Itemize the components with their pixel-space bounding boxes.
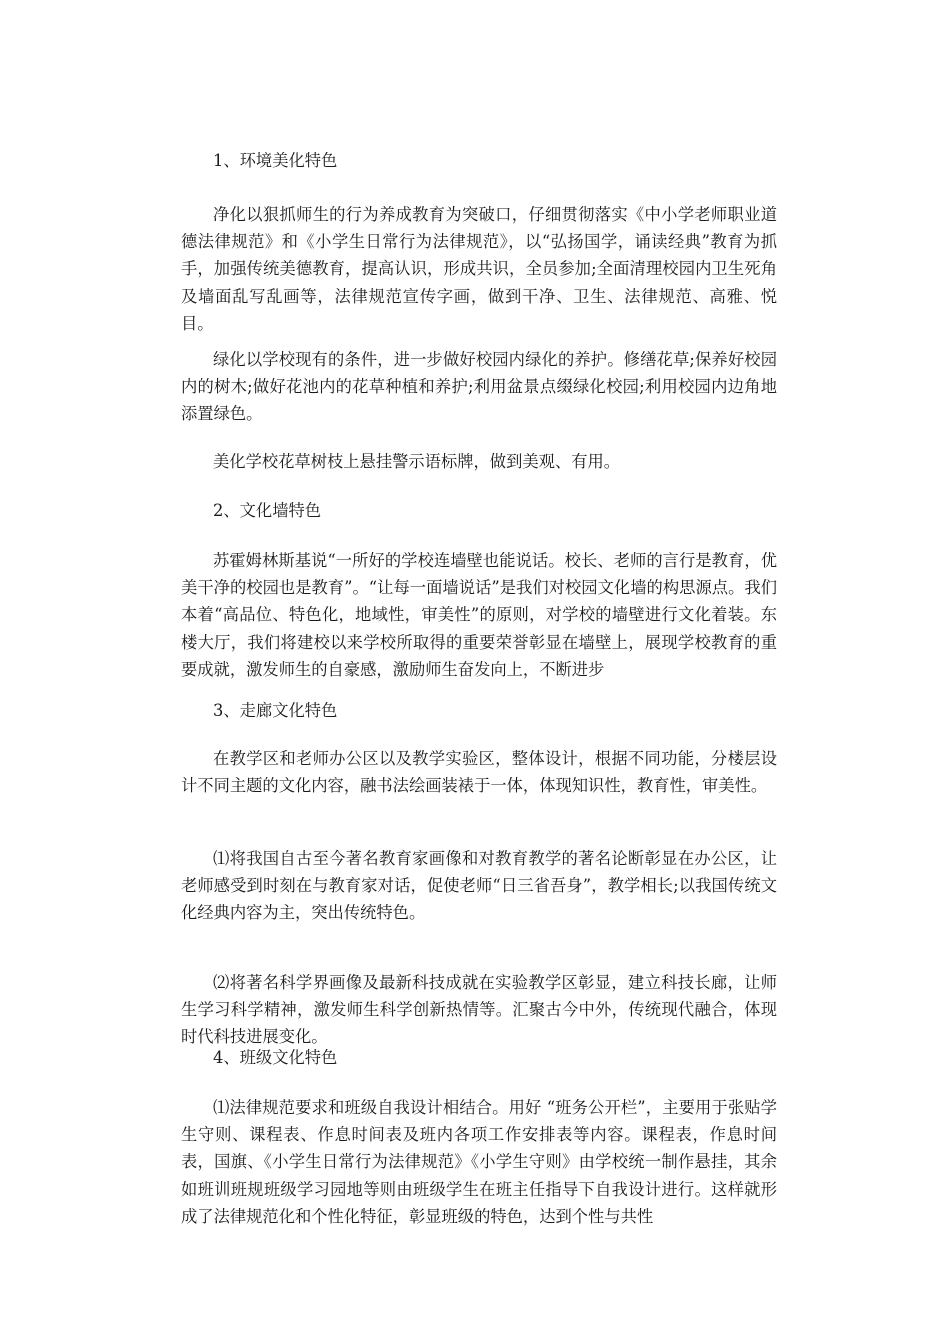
paragraph-env-green: 绿化以学校现有的条件，进一步做好校园内绿化的养护。修缮花草;保养好校园内的树木;做好花池内的花草种植和养护;利用盆景点缀绿化校园;利用校园内边角地添置绿色。 xyxy=(181,350,777,424)
paragraph-corridor-item-2: ⑵将著名科学界画像及最新科技成就在实验教学区彰显，建立科技长廊，让师生学习科学精神，激发师生科学创新热情等。汇聚古今中外，传统现代融合，体现时代科技进展变化。 xyxy=(181,973,777,1047)
paragraph-class-culture: ⑴法律规范要求和班级自我设计相结合。用好 “班务公开栏”，主要用于张贴学生守则、课程表、作息时间表及班内各项工作安排表等内容。课程表，作息时间表，国旗、《小学生日常行为法律规范》《小学生守则》由学校统一制作悬挂，其余如班训班规班级学习园地等则由班级学生在班主任指导下自我设计进行。这样就形成了法律规范化和个性化特征，彰显班级的特色，达到个性与共性 xyxy=(181,1098,777,1226)
paragraph-env-purify: 净化以狠抓师生的行为养成教育为突破口，仔细贯彻落实《中小学老师职业道德法律规范》和《小学生日常行为法律规范》，以“弘扬国学，诵读经典”教育为抓手，加强传统美德教育，提高认识，形成共识，全员参加;全面清理校园内卫生死角及墙面乱写乱画等，法律规范宣传字画，做到干净、卫生、法律规范、高雅、悦目。 xyxy=(181,205,777,333)
paragraph-culture-wall: 苏霍姆林斯基说“一所好的学校连墙壁也能说话。校长、老师的言行是教育，优美干净的校园也是教育”。“让每一面墙说话”是我们对校园文化墙的构思源点。我们本着“高品位、特色化，地域性，审美性”的原则，对学校的墙壁进行文化着装。东楼大厅，我们将建校以来学校所取得的重要荣誉彰显在墙壁上，展现学校教育的重要成就，激发师生的自豪感，激励师生奋发向上，不断进步 xyxy=(181,551,777,679)
section-heading-4: 4、班级文化特色 xyxy=(213,1048,338,1067)
paragraph-env-beautify: 美化学校花草树枝上悬挂警示语标牌，做到美观、有用。 xyxy=(213,452,621,471)
section-heading-1: 1、环境美化特色 xyxy=(213,151,338,170)
paragraph-corridor-item-1: ⑴将我国自古至今著名教育家画像和对教育教学的著名论断彰显在办公区，让老师感受到时刻在与教育家对话，促使老师“日三省吾身”，教学相长;以我国传统文化经典内容为主，突出传统特色。 xyxy=(181,849,777,923)
section-heading-2: 2、文化墙特色 xyxy=(213,501,322,520)
section-heading-3: 3、走廊文化特色 xyxy=(213,701,338,720)
paragraph-corridor-intro: 在教学区和老师办公区以及教学实验区，整体设计，根据不同功能，分楼层设计不同主题的文化内容，融书法绘画装裱于一体，体现知识性，教育性，审美性。 xyxy=(181,749,777,796)
